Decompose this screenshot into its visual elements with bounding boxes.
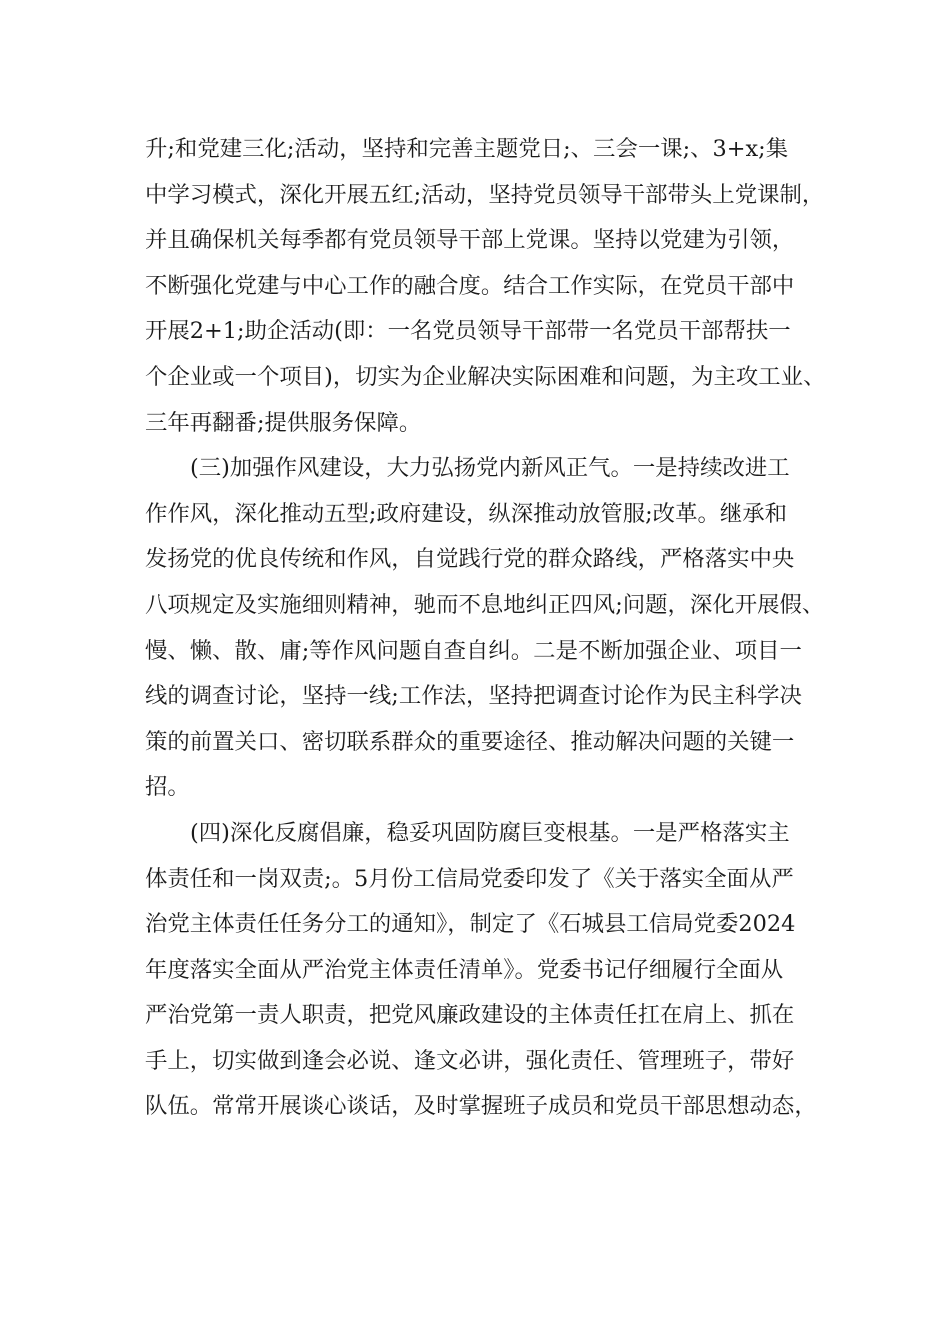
text-line: 策的前置关口、密切联系群众的重要途径、推动解决问题的关键一	[145, 728, 795, 755]
text-line: 三年再翻番;提供服务保障。	[145, 409, 422, 436]
body-text	[145, 127, 835, 1130]
text-line: 治党主体责任任务分工的通知》，制定了《石城县工信局党委2024	[145, 911, 796, 938]
text-line: 升;和党建三化;活动，坚持和完善主题党日;、三会一课;、3+x;集	[145, 136, 789, 162]
text-line: 严治党第一责人职责，把党风廉政建设的主体责任扛在肩上、抓在	[145, 1002, 795, 1029]
paragraph-start-line: (四)深化反腐倡廉，稳妥巩固防腐巨变根基。一是严格落实主	[190, 819, 790, 846]
text-line: 个企业或一个项目)，切实为企业解决实际困难和问题，为主攻工业、	[145, 363, 826, 390]
text-line: 作作风，深化推动五型;政府建设，纵深推动放管服;改革。继承和	[145, 500, 788, 527]
text-line: 队伍。常常开展谈心谈话，及时掌握班子成员和党员干部思想动态，	[145, 1093, 817, 1120]
text-line: 不断强化党建与中心工作的融合度。结合工作实际，在党员干部中	[145, 272, 795, 299]
text-line: 八项规定及实施细则精神，驰而不息地纠正四风;问题，深化开展假、	[145, 591, 825, 618]
text-line: 年度落实全面从严治党主体责任清单》。党委书记仔细履行全面从	[145, 956, 784, 983]
text-line: 慢、懒、散、庸;等作风问题自查自纠。二是不断加强企业、项目一	[145, 637, 802, 664]
text-line: 并且确保机关每季都有党员领导干部上党课。坚持以党建为引领，	[145, 227, 795, 254]
paragraph-start-line: (三)加强作风建设，大力弘扬党内新风正气。一是持续改进工	[190, 455, 790, 482]
text-line: 中学习模式，深化开展五红;活动，坚持党员领导干部带头上党课制，	[145, 181, 825, 208]
text-line: 开展2+1;助企活动(即：一名党员领导干部带一名党员干部帮扶一	[145, 318, 791, 345]
text-line: 线的调查讨论，坚持一线;工作法，坚持把调查讨论作为民主科学决	[145, 683, 802, 710]
text-line: 发扬党的优良传统和作风，自觉践行党的群众路线，严格落实中央	[145, 546, 795, 573]
text-line: 招。	[145, 774, 190, 801]
text-line: 体责任和一岗双责;。5月份工信局党委印发了《关于落实全面从严	[145, 865, 794, 892]
text-line: 手上，切实做到逢会必说、逢文必讲，强化责任、管理班子，带好	[145, 1047, 795, 1074]
